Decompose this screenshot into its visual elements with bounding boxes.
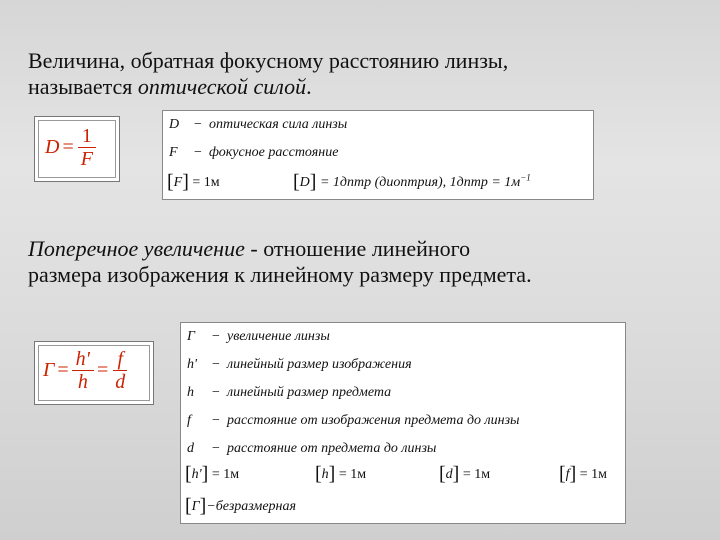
definition-row: [187, 441, 436, 457]
unit-value: = 1м: [211, 467, 240, 482]
formula-equals: =: [62, 136, 74, 158]
unit-definition: [F] = 1м: [167, 171, 220, 193]
unit-definition: [f] = 1м: [559, 463, 607, 485]
unit-symbol: F: [173, 175, 183, 190]
formula-fraction: [72, 348, 94, 393]
formula-equals: =: [57, 359, 69, 381]
formula-fraction: [77, 125, 97, 170]
definition-row: [169, 117, 347, 133]
unit-value: = 1дптр (диоптрия), 1дптр = 1м: [319, 175, 521, 190]
fraction-numerator: 1: [78, 125, 96, 148]
definition-text: линейный размер предмета: [227, 385, 392, 400]
term-magnification: Поперечное увеличение: [28, 236, 245, 261]
definition-symbol: h: [187, 385, 194, 400]
unit-exponent: −1: [520, 172, 531, 183]
unit-value: = 1м: [579, 467, 607, 482]
definition-text: увеличение линзы: [227, 329, 330, 344]
definition-symbol: Г: [187, 329, 195, 344]
optical-power-paragraph: [28, 48, 708, 100]
unit-definition: [d] = 1м: [439, 463, 491, 485]
unit-value: = 1м: [462, 467, 491, 482]
paragraph-line: размера изображения к линейному размеру предмета.: [28, 262, 532, 287]
fraction-denominator: F: [80, 148, 93, 170]
definition-row: [187, 413, 520, 429]
term-optical-power: оптической силой: [137, 74, 307, 99]
definition-row: [169, 145, 338, 161]
formula-symbol: D: [45, 136, 60, 158]
magnification-formula: [34, 341, 154, 405]
paragraph-line: Величина, обратная фокусному расстоянию линзы,: [28, 48, 509, 73]
definition-symbol: d: [187, 441, 194, 456]
definition-text: расстояние от изображения предмета до линзы: [227, 413, 520, 428]
fraction-numerator: h': [72, 348, 94, 371]
paragraph-text: называется: [28, 74, 138, 99]
magnification-definitions: [180, 322, 626, 524]
definition-text: фокусное расстояние: [209, 145, 339, 160]
unit-symbol: h: [321, 467, 329, 482]
definition-dash: −: [194, 117, 202, 132]
unit-definition: [h'] = 1м: [185, 463, 240, 485]
definition-dash: −: [212, 357, 220, 372]
formula-equals: =: [96, 359, 109, 381]
fraction-denominator: h: [77, 371, 88, 393]
definition-row: [187, 385, 391, 401]
unit-symbol: D: [299, 175, 310, 190]
paragraph-text: - отношение линейного: [244, 236, 471, 261]
magnification-paragraph: [28, 236, 718, 288]
unit-definition: [D] = 1дптр (диоптрия), 1дптр = $1м^{-1}$: [293, 171, 531, 193]
paragraph-text: .: [306, 74, 312, 99]
definition-text: линейный размер изображения: [227, 357, 412, 372]
fraction-denominator: d: [115, 371, 126, 393]
unit-definition: [h] = 1м: [315, 463, 367, 485]
definition-row: [187, 329, 330, 345]
definition-text: расстояние от предмета до линзы: [227, 441, 437, 456]
formula-fraction: [111, 348, 129, 393]
definition-symbol: f: [187, 413, 191, 428]
optical-power-formula: [34, 116, 120, 182]
fraction-numerator: f: [113, 348, 127, 371]
definition-symbol: D: [169, 117, 180, 132]
unit-symbol: d: [445, 467, 453, 482]
definition-dash: −: [212, 441, 220, 456]
unit-symbol: Г: [191, 499, 200, 514]
formula-symbol: Г: [43, 359, 55, 381]
unit-symbol: h': [191, 467, 202, 482]
definition-row: [187, 357, 412, 373]
unit-value: = 1м: [192, 175, 220, 190]
definition-dash: −: [194, 145, 202, 160]
definition-dash: −: [212, 329, 220, 344]
definition-text: безразмерная: [215, 499, 297, 514]
definition-dash: −: [212, 413, 220, 428]
definition-dash: −: [206, 499, 216, 514]
definition-symbol: h': [187, 357, 197, 372]
unit-value: = 1м: [338, 467, 367, 482]
definition-text: оптическая сила линзы: [209, 117, 348, 132]
unit-symbol: f: [565, 467, 570, 482]
definition-symbol: F: [169, 145, 178, 160]
definition-dash: −: [212, 385, 220, 400]
unit-definition: [Г]−безразмерная: [185, 495, 297, 517]
optical-power-definitions: [162, 110, 594, 200]
